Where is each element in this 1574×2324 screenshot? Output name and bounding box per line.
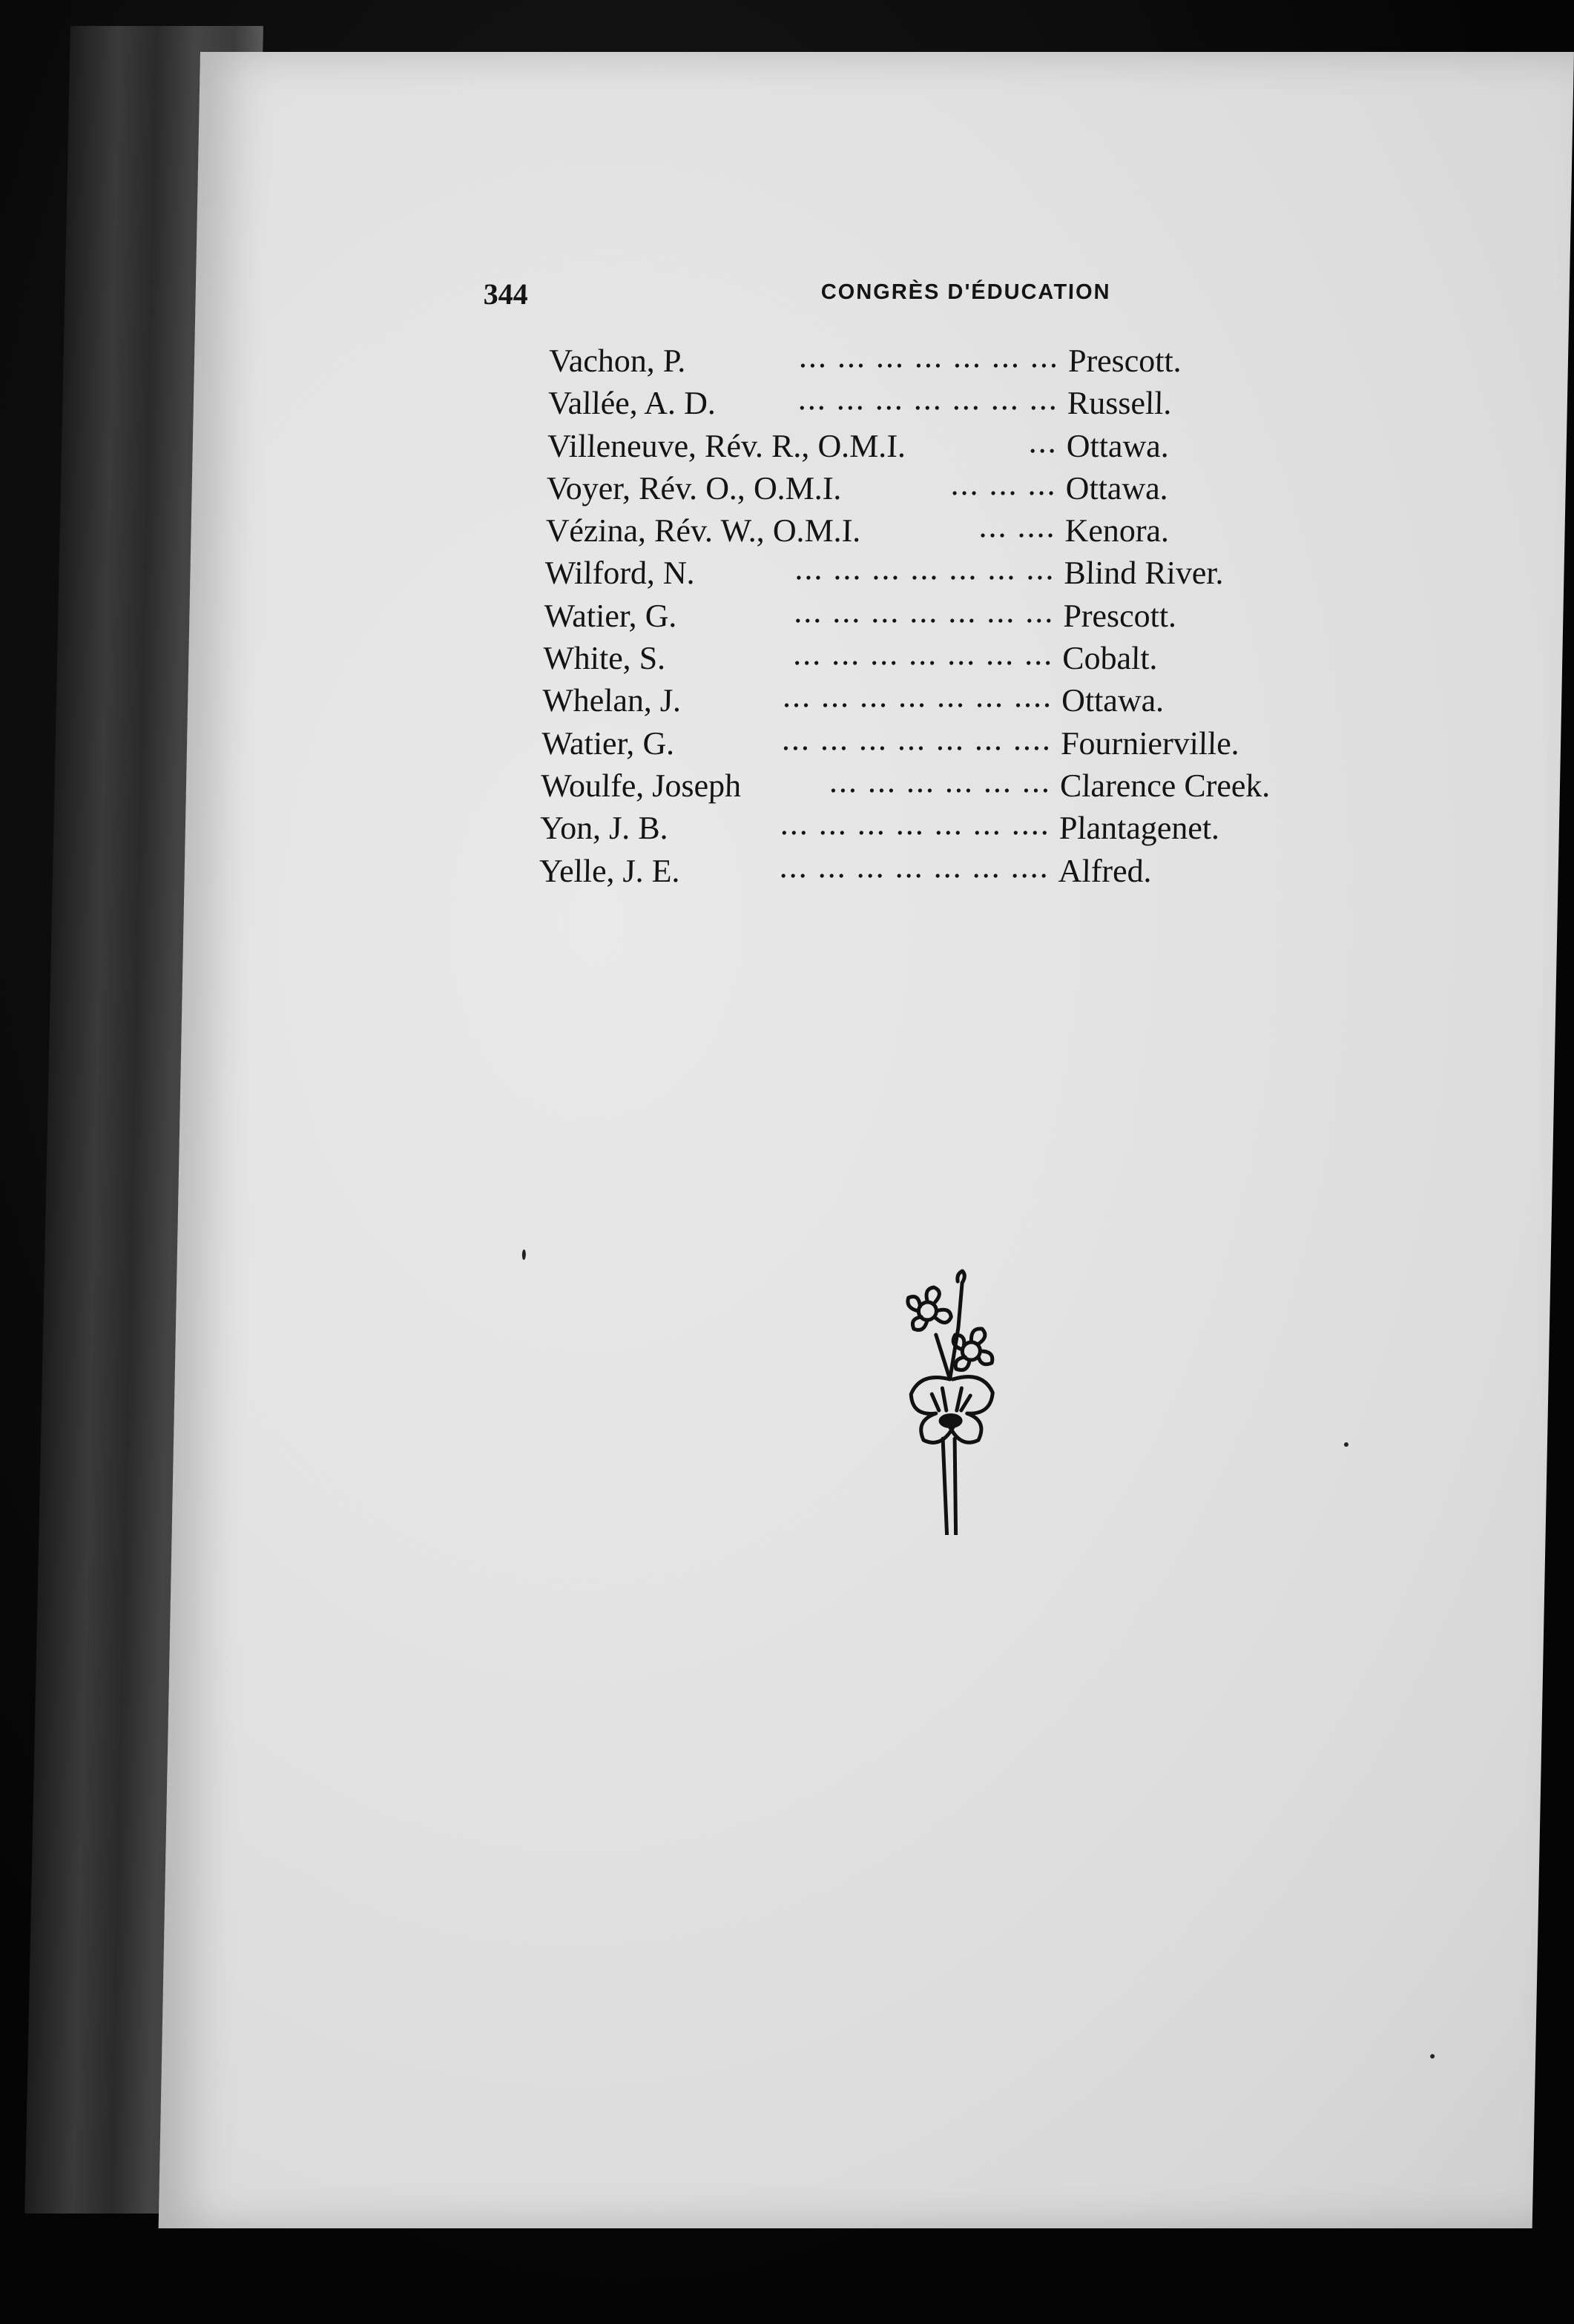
entry-name: Woulfe, Joseph xyxy=(540,767,742,804)
entry-name: Voyer, Rév. O., O.M.I. xyxy=(546,469,843,506)
leader-dots: ... ... ... ... ... ... ... xyxy=(797,380,1059,417)
entry-place: Fournierville. xyxy=(1060,724,1240,762)
page-content xyxy=(159,52,1574,2228)
running-title: CONGRÈS D'ÉDUCATION xyxy=(820,280,1111,304)
entry-place: Cobalt. xyxy=(1061,640,1159,677)
entry-name: Vallée, A. D. xyxy=(547,385,717,422)
leader-dots: ... ... ... ... ... ... .... xyxy=(781,720,1053,757)
entry-place: Prescott. xyxy=(1062,597,1177,634)
print-speck xyxy=(522,1250,526,1260)
list-item xyxy=(540,762,1357,807)
list-item xyxy=(548,340,1365,382)
leader-dots: ... ... ... xyxy=(950,465,1058,502)
leader-dots: ... ... ... ... ... ... ... xyxy=(794,592,1055,630)
entry-name: Wilford, N. xyxy=(544,555,696,592)
entry-name: Yon, J. B. xyxy=(539,810,669,847)
list-item xyxy=(547,425,1363,467)
entry-name: Villeneuve, Rév. R., O.M.I. xyxy=(547,427,906,464)
leader-dots: ... ... ... ... ... ... .... xyxy=(780,805,1051,842)
list-item xyxy=(539,850,1355,892)
flower-sprig-fleuron-icon xyxy=(888,1268,1012,1535)
list-item xyxy=(543,592,1360,637)
leader-dots: ... ... ... ... ... ... ... xyxy=(798,338,1060,374)
entry-name: Vézina, Rév. W., O.M.I. xyxy=(545,512,861,549)
entry-place: Prescott. xyxy=(1067,343,1182,379)
entry-name: White, S. xyxy=(542,640,666,677)
list-item xyxy=(539,807,1356,849)
list-item xyxy=(543,637,1360,679)
leader-dots: ... ... ... ... ... ... ... xyxy=(794,550,1056,587)
entry-place: Kenora. xyxy=(1064,512,1170,549)
entry-place: Plantagenet. xyxy=(1058,810,1220,847)
list-item xyxy=(547,382,1364,424)
entry-place: Alfred. xyxy=(1058,852,1153,889)
entry-place: Ottawa. xyxy=(1061,682,1165,719)
list-item xyxy=(545,509,1362,552)
book-page xyxy=(159,52,1574,2228)
leader-dots: ... ... ... ... ... ... xyxy=(829,762,1052,799)
entry-name: Vachon, P. xyxy=(548,343,687,379)
list-item xyxy=(541,722,1358,765)
entry-name: Watier, G. xyxy=(543,597,678,634)
leader-dots: ... .... xyxy=(978,508,1057,545)
print-speck xyxy=(1430,2054,1435,2059)
entry-place: Ottawa. xyxy=(1065,469,1169,506)
entry-name: Yelle, J. E. xyxy=(539,852,681,889)
entry-name: Watier, G. xyxy=(541,724,675,762)
leader-dots: ... ... ... ... ... ... ... xyxy=(792,636,1054,673)
list-item xyxy=(546,467,1363,509)
leader-dots: ... ... ... ... ... ... .... xyxy=(782,678,1053,715)
entry-place: Clarence Creek. xyxy=(1059,767,1271,804)
entry-place: Russell. xyxy=(1067,385,1172,422)
entry-name: Whelan, J. xyxy=(541,682,682,719)
list-item xyxy=(542,679,1359,722)
page-number: 344 xyxy=(483,277,529,311)
entry-place: Blind River. xyxy=(1064,555,1225,592)
print-speck xyxy=(1344,1442,1349,1447)
list-item xyxy=(544,552,1361,594)
leader-dots: ... ... ... ... ... ... .... xyxy=(779,848,1050,885)
entry-place: Ottawa. xyxy=(1066,427,1170,464)
leader-dots: ... xyxy=(1028,423,1058,460)
attendee-list xyxy=(539,340,1365,892)
